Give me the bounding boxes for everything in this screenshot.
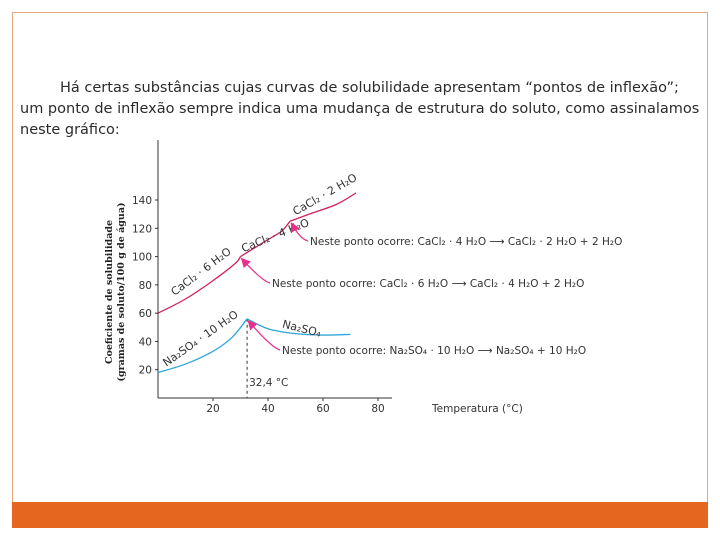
cacl2-label-3: CaCl₂ · 2 H₂O: [290, 170, 360, 219]
cacl2-label-2: CaCl₂ · 4 H₂O: [239, 216, 312, 256]
x-tick-label: 60: [316, 403, 330, 415]
annotation-arrow-2: [243, 260, 271, 283]
y-tick-label: 60: [138, 308, 152, 321]
y-tick-label: 120: [131, 223, 152, 236]
annotation-text-2: Neste ponto ocorre: CaCl₂ · 6 H₂O ⟶ CaCl₂ · 4 H₂O + 2 H₂O: [272, 278, 585, 290]
y-axis-title-line2: (gramas de soluto/100 g de água): [116, 202, 127, 382]
y-axis-title-line1: Coeficiente de solubilidade: [104, 219, 115, 365]
inflection-marker-label: 32,4 °C: [249, 377, 289, 389]
x-tick-label: 80: [371, 403, 385, 415]
y-axis-title: [104, 203, 127, 382]
annotation-text-3: Neste ponto ocorre: Na₂SO₄ · 10 H₂O ⟶ Na₂SO₄ + 10 H₂O: [282, 345, 587, 357]
y-tick-label: 40: [138, 336, 152, 349]
x-axis-title: Temperatura (°C): [432, 403, 523, 415]
y-tick-label: 100: [131, 251, 152, 264]
y-tick-label: 80: [138, 279, 152, 292]
na2so4-label-2: Na₂SO₄: [281, 317, 323, 340]
annotation-text-1: Neste ponto ocorre: CaCl₂ · 4 H₂O ⟶ CaCl₂ · 2 H₂O + 2 H₂O: [310, 236, 623, 248]
x-tick-label: 40: [261, 403, 275, 415]
intro-text: Há certas substâncias cujas curvas de solubilidade apresentam “pontos de inflexão”; um ponto de inflexão sempre indica uma mudança de estrutura do soluto, como assinalamos neste gráfico:: [20, 80, 700, 138]
y-tick-label: 140: [131, 195, 152, 207]
cacl2-label-1: CaCl₂ · 6 H₂O: [168, 244, 234, 299]
na2so4-label-1: Na₂SO₄ · 10 H₂O: [160, 307, 241, 370]
chart-curve-labels: [161, 171, 360, 370]
annotation-arrow-3: [249, 322, 280, 350]
chart-annotations: [243, 224, 623, 357]
x-tick-label: 20: [206, 403, 220, 415]
y-tick-label: 20: [138, 364, 152, 377]
